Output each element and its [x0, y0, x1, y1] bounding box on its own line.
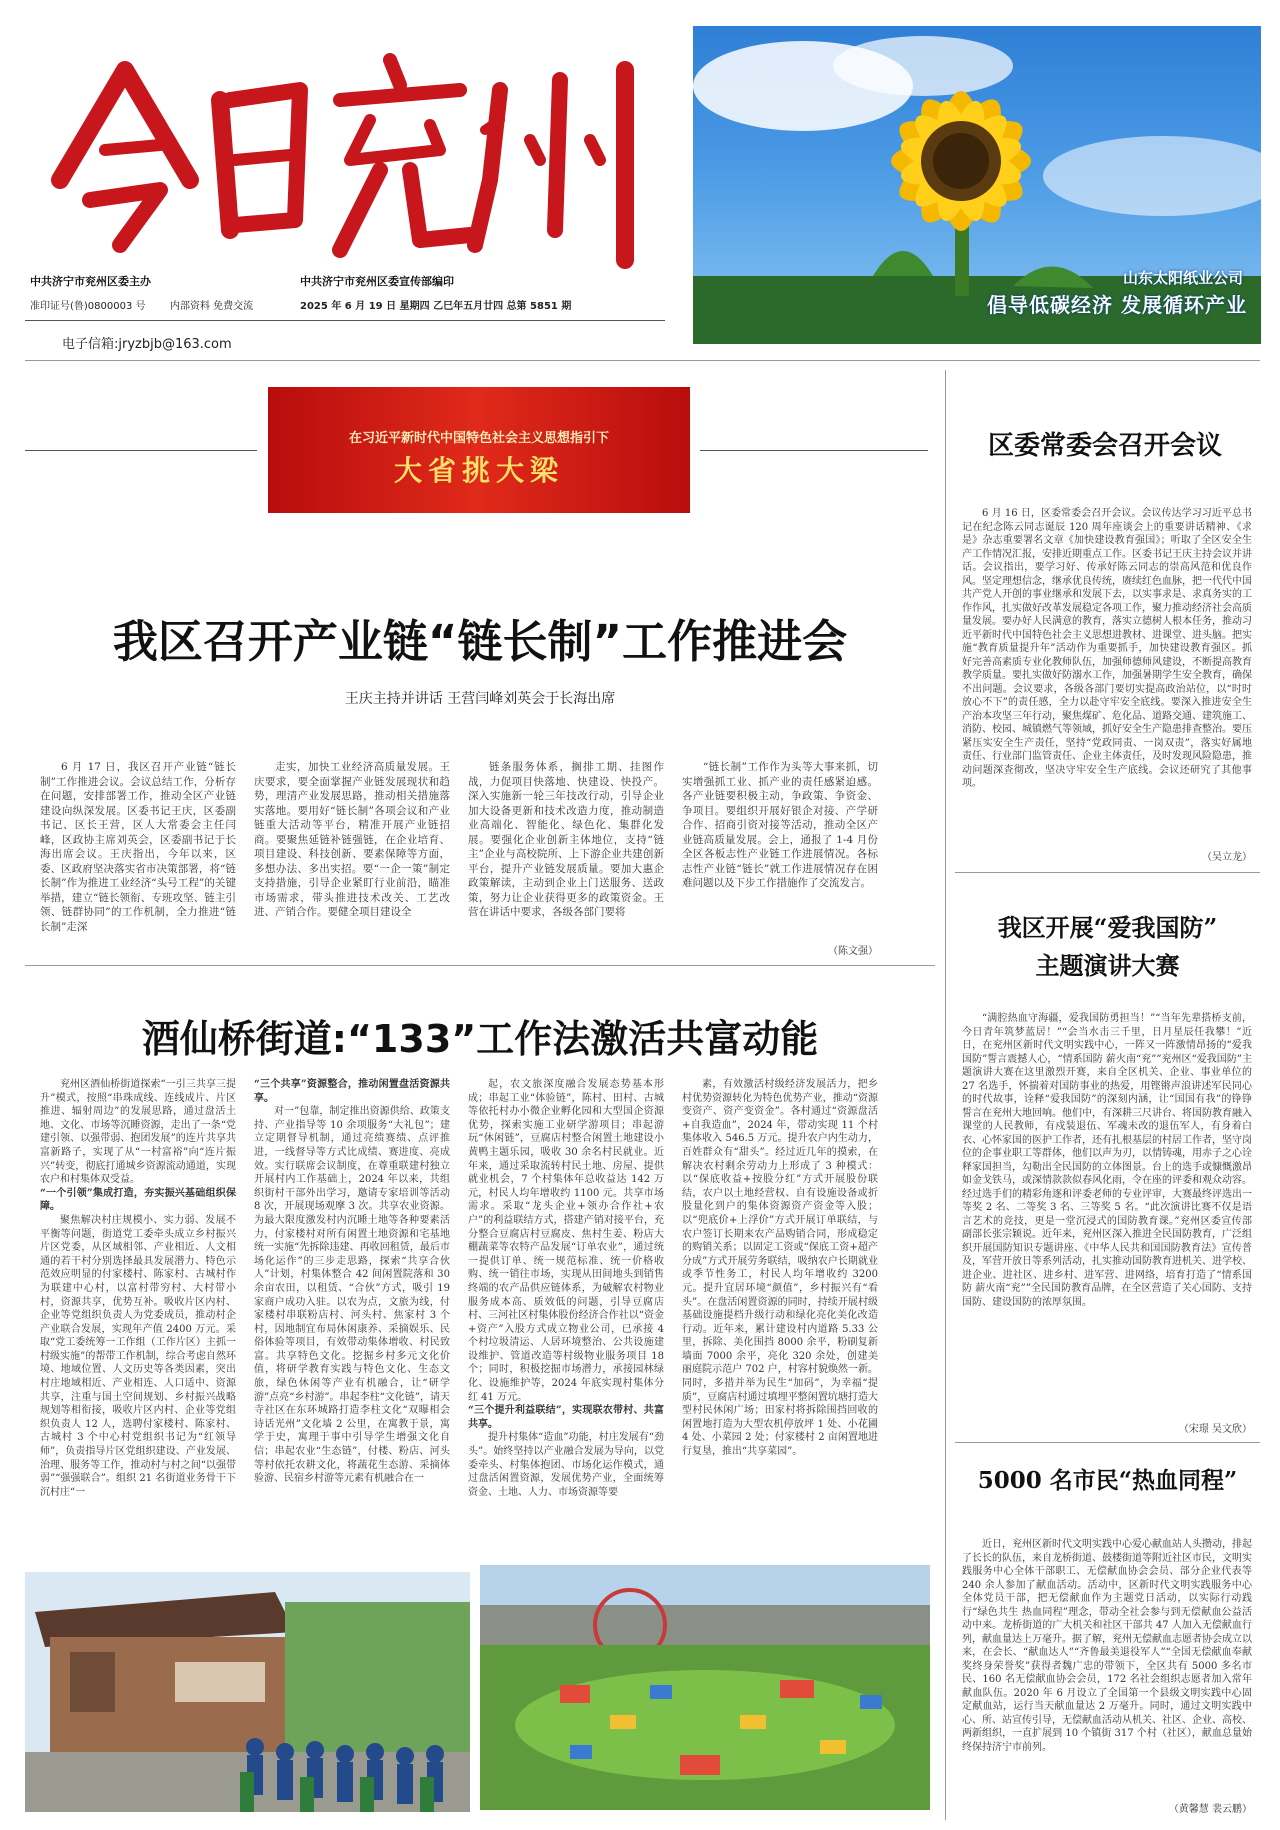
photo-culture-wall [25, 1572, 470, 1812]
column-divider [945, 370, 946, 1820]
article1-text-3: 链条服务体系，搁排工期、挂图作战，力促项目快落地、快建设、快投产。深入实施新一轮三年技改行动，引导企业加大设备更新和技术改造力度，推动制造业高端化、智能化、绿色化、集群化发展。要强化企业创新主体地位，支持“链主”企业与高校院所、上下游企业共建创新平台，提升产业链发展质量。要加大惠企政策解读，主动到企业上门送服务、送政策，努力让企业获得更多的政策资金。王营在讲话中要求，各级各部门要将 [468, 761, 664, 918]
article2-column-2 [254, 1078, 450, 1558]
right2-byline: （宋璟 吴文欣） [1178, 1424, 1252, 1435]
article2-column-4 [682, 1078, 878, 1558]
ad-slogan: 倡导低碳经济 发展循环产业 [987, 293, 1247, 317]
article1-text-4: “链长制”工作作为头等大事来抓，切实增强抓工业、抓产业的责任感紧迫感。各产业链要积极主动，争政策、争资金、争项目。要组织开展好银企对接、产学研合作、招商引资对接等活动，推动全区产业链高质量发展。会上，通报了 1-4 月份全区各板志性产业链工作进展情况。各标志性产业链“链长”就工作进展情况存在困难问题以及下步工作措施作了交流发言。 [682, 761, 878, 889]
right1-text: 6 月 16 日，区委常委会召开会议。会议传达学习习近平总书记在纪念陈云同志诞辰 120 周年座谈会上的重要讲话精神、《求是》杂志重要署名文章《加快建设教育强国》；听取了全区安全生产工作情况汇报，安排近期重点工作。区委书记王庆主持会议并讲话。会议指出，要学习好、传承好陈云同志的崇高风范和优良作风。坚定理想信念，继承优良传统，赓续红色血脉，把一代代中国共产党人开创的事业继承和发展下去，以实事求是、求真务实的工作作风，扎实做好改革发展稳定各项工作，聚力推动经济社会高质量发展。要办好人民满意的教育，落实立德树人根本任务，推动习近平新时代中国特色社会主义思想进教材、进课堂、进头脑。把实施“教育质量提升年”活动作为重要抓手，加快建设教育强区。抓好完善高素质专业化教师队伍，加强师德师风建设，不断提高教育教学质量。要扎实做好防溺水工作，加强暑期学生安全教育，确保不出问题。会议要求，各级各部门要切实提高政治站位，以“时时放心不下”的责任感，全力以赴守牢安全底线。要深入推进安全生产治本攻坚三年行动，聚焦煤矿、危化品、道路交通、建筑施工、消防、校园、城镇燃气等领域，抓好安全生产隐患排查整治。要压紧压实安全生产责任，坚持“党政同责、一岗双责”，落实好属地责任、行业部门监管责任、企业主体责任，及时发现风险隐患，推动问题深查彻改，坚决守牢安全生产底线。会议还研究了其他事项。 [962, 508, 1252, 789]
article1-byline: （陈文强） [828, 946, 878, 957]
right2-text: “满腔热血守海疆，爱我国防勇担当！”“当年先辈搭桥支前，今日青年筑梦蓝居！”“会当水击三千里，日月星辰任我攀！”近日，在兖州区新时代文明实践中心，一阵又一阵激情昂扬的“爱我国防”誓言震撼人心，“情系国防 薪火南“兖””兖州区“爱我国防”主题演讲大赛在这里激烈开赛，来自全区机关、企业、事业单位的 27 名选手，怀揣着对国防事业的热爱，用铿锵声浪讲述军民同心的时代故事，诠释“爱我国防”的深刻内涵，让“国国有我”的铮铮誓言在兖州大地回响。他们中，有深耕三尺讲台、将国防教育融入课堂的人民教师，有戍装退伍、军魂未改的退伍军人，有身着白衣、心怀家国的医护工作者，还有扎根基层的村居工作者，坚守岗位的企事业职工等群体，他们以声为刃，以情铸魂，用赤子之心诠释家国担当，勾勒出全民国防的立体图景。台上的选手或慷慨激昂如金戈铁马，或深情款款似春风化雨，令在座的评委和观众动容。经过选手们的精彩角逐和评委老师的专业评审，大赛最终评选出一等奖 2 名、二等奖 3 名、三等奖 5 名。“此次演讲比赛不仅是语言艺术的竞技，更是一堂沉浸式的国防教育课。”兖州区委宣传部副部长张宗颖说。近年来，兖州区深入推进全民国防教育，广泛组织开展国防知识专题讲座、《中华人民共和国国防教育法》宣传普及，军营开放日等系列活动，扎实推动国防教育进机关、进学校、进企业、进社区、进乡村、进军营、进网络，培育打造了“情系国防 薪火南“兖””全民国防教育品牌，在全区营造了关心国防、支持国防、建设国防的浓厚氛围。 [962, 1013, 1252, 1308]
right3-byline: （黄馨慧 裴云鹏） [1168, 1804, 1252, 1815]
article1-column-4 [682, 760, 878, 938]
right2-headline-line1: 我区开展“爱我国防” [997, 913, 1218, 942]
internal-note: 内部资料 免费交流 [170, 301, 254, 312]
masthead-divider [25, 320, 665, 321]
permit-number: 准印证号(鲁)0800003 号 [30, 301, 146, 312]
email-line: 电子信箱:jryzbjb@163.com [62, 337, 232, 352]
issue-date-line: 2025 年 6 月 19 日 星期四 乙巳年五月廿四 总第 5851 期 [300, 301, 572, 312]
right1-headline: 区委常委会召开会议 [987, 431, 1222, 461]
banner-line1: 在习近平新时代中国特色社会主义思想指引下 [348, 431, 609, 446]
sponsor-line: 中共济宁市兖州区委主办 [30, 275, 151, 288]
article2-column-3 [468, 1078, 664, 1558]
hero-advertisement [693, 26, 1261, 344]
article2-subhead-2: “三个共享”资源整合，推动闲置盘活资源共享。 [254, 1079, 450, 1104]
right3-body [962, 1538, 1252, 1798]
article1-text-2: 走实，加快工业经济高质量发展。王庆要求，要全面掌握产业链发展现状和趋势，理清产业发展思路，推动相关措施落实落地。要用好“链长制”各项会议和产业链重大活动等平台，精准开展产业链招商。要聚焦延链补链强链，在企业培育、项目建设、科技创新、要素保障等方面，多想办法、多出实招。要“一企一策”制定支持措施，引导企业紧盯行业前沿，瞄准市场需求，带头推进技术改关、工艺改进、产销合作。要健全项目建设全 [254, 761, 450, 918]
article1-bottom-rule [25, 965, 935, 966]
article1-column-3 [468, 760, 664, 960]
editor-line: 中共济宁市兖州区委宣传部编印 [300, 275, 454, 288]
right3-text: 近日，兖州区新时代文明实践中心爱心献血站人头攒动，排起了长长的队伍，来自龙桥街道、鼓楼街道等附近社区市民，文明实践服务中心全体干部职工、无偿献血协会会员、部分企业代表等 240 余人参加了献血活动。活动中，区新时代文明实践服务中心全体党员干部，把无偿献血作为主题党日活动，以实际行动践行“绿色共生 热血同程”理念，带动全社会参与到无偿献血公益活动中来。龙桥街道的广大机关和社区干部共 47 人加入无偿献血行列，献血量达上万毫升。据了解，兖州无偿献血志愿者协会成立以来，在会长、“献血达人”“齐鲁最美退役军人”“全国无偿献血奉献奖终身荣誉奖”获得者魏广忠的带领下，全区共有 5000 多名市民、160 名无偿献血协会会员，172 名社会组织志愿者加入常年献血队伍。2020 年 6 月设立了全国第一个县级文明实践中心固定献血站，运行当天献血量达 2 万毫升。同时，通过文明实践中心、所、站宣传引导，无偿献血活动从机关、社区、企业、高校、两新组织，一直扩展到 10 个镇街 317 个村（社区），献血总量始终保持济宁市前列。 [962, 1539, 1252, 1753]
right1-byline: （吴立龙） [1202, 852, 1252, 863]
right1-body [962, 507, 1252, 847]
article1-column-2 [254, 760, 450, 960]
article2-text-1b: 聚焦解决村庄规模小、实力弱、发展不平衡等问题，街道党工委牵头成立乡村振兴片区党委，从区域相邻、产业相近、人文相通的若干村分别选择最具发展潜力、特色示范效应明显的付家楼村、陈家村、古城村作为联建中心村，以富村带穷村、大村带小村，资源共享，优势互补。吸收片区内村、企业等党组织负责人为党委成员，推动村企产业联合发展，实现年产值 2400 万元。采取“党工委统筹一工作组（工作片区）主抓一村级实施”的帮带工作机制，综合考虑自然环境、地域位置、人文历史等各类因素，突出村庄地域相近、产业相连、人口适中、资源共享，注重与国土空间规划、乡村振兴战略规划等相衔接，吸收片区内村、企业等党组织负责人 12 人，选聘付家楼村、陈家村、古城村 3 个中心村党组织书记为“红领导师”，负责指导片区党组织建设、产业发展、治理、服务等工作，推动村与村之间“以强带弱”“强强联合”。组织 21 名街道业务骨干下沉村庄“一 [40, 1214, 236, 1498]
right2-headline-line2: 主题演讲大赛 [1035, 951, 1180, 980]
banner-left-rule [25, 450, 257, 451]
theme-banner [268, 387, 690, 513]
photo-students-at-monument [25, 1572, 470, 1812]
article2-text-3b: 提升村集体“造血”功能，村庄发展有“劲头”。始终坚持以产业融合发展为导向，以党委牵头、村集体抱团、市场化运作模式，通过盘活闲置资源，发展优势产业，全面统筹资金、土地、人力、市场资源等要 [468, 1432, 664, 1498]
photo-park-aerial [480, 1565, 930, 1810]
banner-line2: 大省挑大梁 [393, 454, 564, 487]
article2-text-2: 对一”包靠，制定推出资源供给、政策支持、产业指导等 10 余项服务“大礼包”；建立定期督导机制，通过亮绩赛绩、点评推进，一线督导等方式比成绩、赛进度、亮成效。实行联席会议制度，在尊重联建村独立开展村内工作基础上，2024 年以来，共组织街村干部外出学习，邀请专家培训等活动 8 次，开展现场观摩 3 次。共享农业资源。为最大限度激发村内沉睡土地等各种要素活力，付家楼村对所有闲置土地资源和宅基地统一实施“先拆除违建、再收回租赁，最后市场化运作”的三步走思路，探索“共享合伙人”计划，村集体整合 42 间闲置院落和 30 余亩农田，以租赁、“合伙”方式，吸引 19 家商户成功入驻。以农为点，文旅为线，付家楼村串联粉店村、河头村、焦家村 3 个村，因地制宜布局休闲康养、采摘娱乐、民俗体验等项目，有效带动集体增收、村民致富。共享特色文化。挖掘乡村多元文化价值，将研学教育实践与特色文化、生态文旅，绿色休闲等产业有机融合，让“研学游”点亮“乡村游”。串起李柱“文化链”，请天寺社区在东环城路打造李柱文化“双曝相会 诗话光州”文化墙 2 公里，在寓教于景，寓学于史，寓理于事中引导学生增强文化自信；串起农业“生态链”，付楼、粉店、河头等村依托农耕文化，将蔬花生态游、采摘体验游、民宿乡村游等元素有机融合在一 [254, 1106, 450, 1485]
article1-subtitle: 王庆主持并讲话 王营闫峰刘英会于长海出席 [344, 691, 616, 707]
banner-right-rule [700, 450, 928, 451]
article2-headline: 酒仙桥街道:“133”工作法激活共富动能 [141, 1017, 819, 1061]
article2-text-4: 素，有效激活村级经济发展活力，把乡村优势资源转化为特色优势产业，推动“资源变资产、资产变资金”。各村通过“资源盘活+自我造血”，2024 年，带动实现 11 个村集体收入 546.5 万元。提升农户内生动力，百姓群众有“甜头”。经过近几年的摸索，在解决农村剩余劳动力上形成了 3 种模式：以“保底收益+按股分红”方式开展股份联结，农户以土地经营权、自有设施设备或折股量化到户的集体资源资产资金等入股；以“兜底价+上浮价”方式开展订单联结，与农户签订长期来农产品购销合同，形成稳定的购销关系；以固定工资或“保底工资+超产分成”方式开展劳务联结，吸纳农户长期就业或季节性务工，村民人均年增收约 3200 元。提升宜居环境“颜值”，乡村振兴有“看头”。在盘活闲置资源的同时，持续开展村级基础设施提档升级行动和绿化亮化美化改造行动。近年来，累计建设村内道路 5.33 公里，拆除、美化围挡 8000 余平，粉刷复新墙面 7000 余平，亮化 320 余处，创建美丽庭院示范户 702 户，村容村貌焕然一新。同时，多措并举为民生“加码”，为幸福“提质”，豆腐店村通过填埋平整闲置坑塘打造大型村民休闲广场；田家村将拆除围挡回收的闲置地打造为大型农机停放坪 1 处、小花圃 4 处、小菜园 2 处；付家楼村 2 亩闲置地进行复垦，推出“共享菜园”。 [682, 1079, 878, 1458]
article1-column-1 [40, 760, 236, 960]
article1-text-1: 6 月 17 日，我区召开产业链“链长制”工作推进会议。会议总结工作，分析存在问题，安排部署工作，推动全区产业链建设向纵深发展。区委书记王庆，区委副书记、区长王营，区人大常委会主任闫峰，区政协主席刘英会，区委副书记于长海出席会议。王庆指出，今年以来，区委、区政府坚决落实省市决策部署，将“链长制”作为推进工业经济“头号工程”的关键举措，建立“链长领衔、专班攻坚、链主引领、链群协同”的工作机制，全力推进“链长制”走深 [40, 761, 236, 933]
right3-headline: 5000 名市民“热血同程” [977, 1467, 1238, 1494]
right2-body [962, 1012, 1252, 1418]
article1-headline: 我区召开产业链“链长制”工作推进会 [112, 615, 848, 668]
article2-text-1a: 兖州区酒仙桥街道探索“一引三共享三提升”模式，按照“串珠成线、连线成片、片区推进、辐射周边”的发展思路，通过盘活土地、文化、市场等沉睡资源，走出了一条“党建引领、以强带弱、抱团发展”的连片共享共富新路子，实现了从“一村富裕”向“连片振兴”转变，彻底打通城乡资源流动通道，实现农户和村集体双受益。 [40, 1079, 236, 1186]
right1-bottom-rule [955, 872, 1260, 873]
article2-text-3a: 起，农文旅深度融合发展态势基本形成；串起工业“体验链”，陈村、田村、古城等依托村办小微企业孵化园和大型国企资源优势，探索实施工业研学游项目；串起游玩“休闲链”，豆腐店村整合闲置土地建设小黄鸭主题乐园，吸收 30 余名村民就业。近年来，通过采取流转村民土地、房屋、提供就业机会，7 个村集体年总收益达 142 万元，村民人均年增收约 1100 元。共享市场需求。采取“龙头企业+领办合作社+农户”的利益联结方式，搭建产销对接平台，充分整合豆腐店村豆腐皮、焦村生姜、粉店大棚蔬菜等农特产品发展“订单农业”，通过统一提供订单、统一规范标准、统一价格收购、统一销往市场，实现从田间地头到销售终端的农产品供应链体系，为破解农村物业服务成本高、质效低的问题，引导豆腐店村、三河社区村集体股份经济合作社以“资金+资产”入股方式成立物业公司，已承接 4 个村垃圾清运、人居环境整治、公共设施建设维护、管道改造等村级物业服务项目 18 个；同时，积极挖掘市场潜力，承接园林绿化、设施维护等，2024 年底实现村集体分红 41 万元。 [468, 1079, 664, 1403]
ad-company-name: 山东太阳纸业公司 [1122, 269, 1243, 287]
article2-column-1 [40, 1078, 236, 1558]
article2-subhead-1: “一个引领”集成打造，夯实振兴基础组织保障。 [40, 1187, 236, 1213]
article2-subhead-3: “三个提升利益联结”，实现联农带村、共富共享。 [468, 1405, 664, 1430]
photo-theme-park [480, 1565, 930, 1810]
masthead-calligraphy [30, 30, 650, 270]
masthead-logo [30, 30, 650, 270]
right2-bottom-rule [955, 1442, 1260, 1443]
top-rule [25, 360, 1260, 361]
